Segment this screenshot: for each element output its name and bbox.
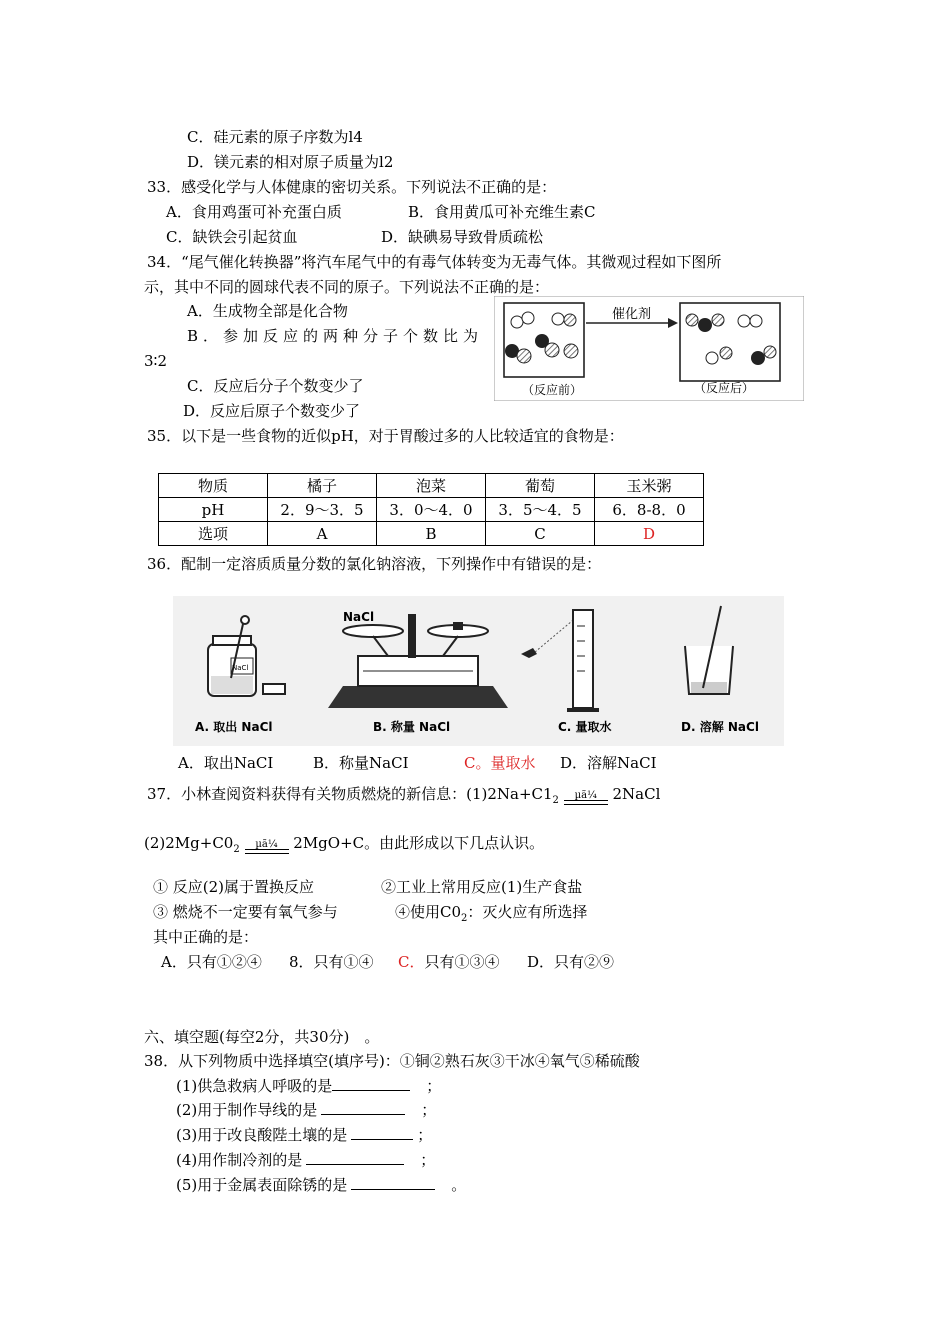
answer-blank[interactable] [351,1175,435,1190]
table-cell: C [486,522,595,546]
condition-arrow [564,790,608,811]
table-row [159,522,704,546]
q37-item-4-text: ④使用C0 [395,903,462,921]
figure-caption-c: C. 量取水 [558,720,612,734]
blank-label: (5)用于金属表面除锈的是 [176,1176,348,1194]
q37-option-d: D．只有②⑨ [527,953,615,971]
q36-option-d: D．溶解NaCI [560,754,657,772]
table-row [159,474,704,498]
equation-2-left: (2)2Mg+C0 [144,834,234,852]
table-cell: 3．0～4．0 [377,498,486,522]
figure-caption-b: B. 称量 NaCl [373,720,451,734]
table-cell: 选项 [159,522,268,546]
condition-arrow [245,839,289,860]
punct: ； [420,1151,436,1169]
q37-item-4-rest: 灭火应有所选择 [482,903,588,921]
balance-icon [328,614,508,708]
q35-stem: 35．以下是一些食物的近似pH，对于胃酸过多的人比较适宜的食物是： [147,427,624,445]
q33-option-d: D．缺碘易导致骨质疏松 [381,228,544,246]
q37-item-2: ②工业上常用反应(1)生产食盐 [381,878,583,896]
q37-option-c-text: 只有①③④ [424,953,500,971]
blank-label: (4)用作制冷剂的是 [176,1151,303,1169]
answer-blank[interactable] [306,1150,404,1165]
figure-caption-a: A. 取出 NaCl [195,720,273,734]
q34-option-b-cont: 3∶2 [144,352,167,370]
answer-blank[interactable] [332,1076,410,1091]
q37-item-3: ③ 燃烧不一定要有氧气参与 [153,903,338,921]
q37-line2 [144,833,544,860]
ph-table [158,473,704,546]
q36-stem: 36．配制一定溶质质量分数的氯化钠溶液，下列操作中有错误的是： [147,555,602,573]
q38-blank-1 [176,1076,441,1096]
q38-blank-3 [176,1125,432,1145]
reaction-diagram [494,296,804,401]
q37-item-4: ④使用$C0_2$：灭火应有所选择 [395,903,588,924]
table-row [159,498,704,522]
equation-1-right: 2NaCl [612,785,661,803]
q34-option-a: A．生成物全部是化合物 [187,302,348,320]
after-label: （反应后） [694,381,755,395]
punct: ； [417,1126,433,1144]
q33-option-b: B．食用黄瓜可补充维生素C [408,203,596,221]
q37-prompt: 其中正确的是： [153,928,259,946]
punct: ； [426,1077,442,1095]
q34-stem-line1: 34．“尾气催化转换器”将汽车尾气中的有毒气体转变为无毒气体。其微观过程如下图所 [147,253,722,271]
answer-blank[interactable] [321,1100,405,1115]
q37-option-b: 8．只有①④ [289,953,374,971]
q34-stem-line2: 示，其中不同的圆球代表不同的原子。下列说法不正确的是： [144,278,550,296]
q37-stem: 37．小林查阅资料获得有关物质燃烧的新信息： [147,785,467,803]
punct: ； [421,1101,437,1119]
subscript: 2 [552,795,559,806]
q33-stem: 33．感受化学与人体健康的密切关系。下列说法不正确的是： [147,178,557,196]
q37-option-c [398,952,500,972]
catalyst-label: 催化剂 [612,307,652,322]
table-cell: 物质 [159,474,268,498]
table-cell: 橘子 [268,474,377,498]
q34-option-d: D．反应后原子个数变少了 [183,402,361,420]
q34-option-b: B．参加反应的两种分子个数比为 [187,327,484,345]
equation-1-left: (1)2Na+C1 [466,785,553,803]
q38-blank-4 [176,1150,435,1170]
table-cell: 2．9～3．5 [268,498,377,522]
q37-option-a: A．只有①②④ [161,953,262,971]
punct: 。 [451,1176,467,1194]
jar-label: NaCl [232,664,249,672]
q38-stem: 38．从下列物质中选择填空(填序号)：①铜②熟石灰③干冰④氧气⑤稀硫酸 [144,1052,640,1070]
subscript: 2 [233,844,240,855]
q36-option-c: C。量取水 [464,754,536,772]
jar-icon [208,616,285,696]
table-cell: 葡萄 [486,474,595,498]
equation-2-right: 2MgO+C。由此形成以下几点认识。 [293,834,545,852]
table-cell: 泡菜 [377,474,486,498]
condition-text: µã¼ [255,839,278,850]
table-cell: 3．5～4．5 [486,498,595,522]
subscript: 2 [461,913,468,924]
q37-option-c-label: C． [398,953,425,971]
q36-option-a: A．取出NaCI [178,754,274,772]
lab-figure-drawing [173,596,784,746]
q37-line1 [147,784,660,811]
table-cell-answer: D [595,522,704,546]
beaker-icon [685,606,733,694]
table-cell: 6．8-8．0 [595,498,704,522]
answer-blank[interactable] [351,1125,413,1140]
q37-item-1: ① 反应(2)属于置换反应 [153,878,315,896]
q38-blank-2 [176,1100,436,1120]
lab-figure [173,596,784,746]
table-cell: A [268,522,377,546]
q33-option-a: A．食用鸡蛋可补充蛋白质 [166,203,342,221]
section-title: 六、填空题(每空2分，共30分) 。 [144,1028,380,1046]
graduated-cylinder-icon [521,610,599,712]
table-cell: 玉米粥 [595,474,704,498]
q32-option-c: C．硅元素的原子序数为l4 [187,128,363,146]
before-label: （反应前） [522,383,583,397]
table-cell: pH [159,498,268,522]
nacl-label: NaCl [343,610,375,624]
condition-text: µã¼ [574,790,597,801]
blank-label: (1)供急救病人呼吸的是 [176,1077,333,1095]
figure-caption-d: D. 溶解 NaCl [681,720,759,734]
blank-label: (2)用于制作导线的是 [176,1101,318,1119]
q34-option-c: C．反应后分子个数变少了 [187,377,364,395]
table-cell: B [377,522,486,546]
blank-label: (3)用于改良酸陛土壤的是 [176,1126,348,1144]
q32-option-d: D．镁元素的相对原子质量为l2 [187,153,394,171]
q33-option-c: C．缺铁会引起贫血 [166,228,298,246]
q36-option-b: B．称量NaCI [313,754,409,772]
q38-blank-5 [176,1175,466,1195]
